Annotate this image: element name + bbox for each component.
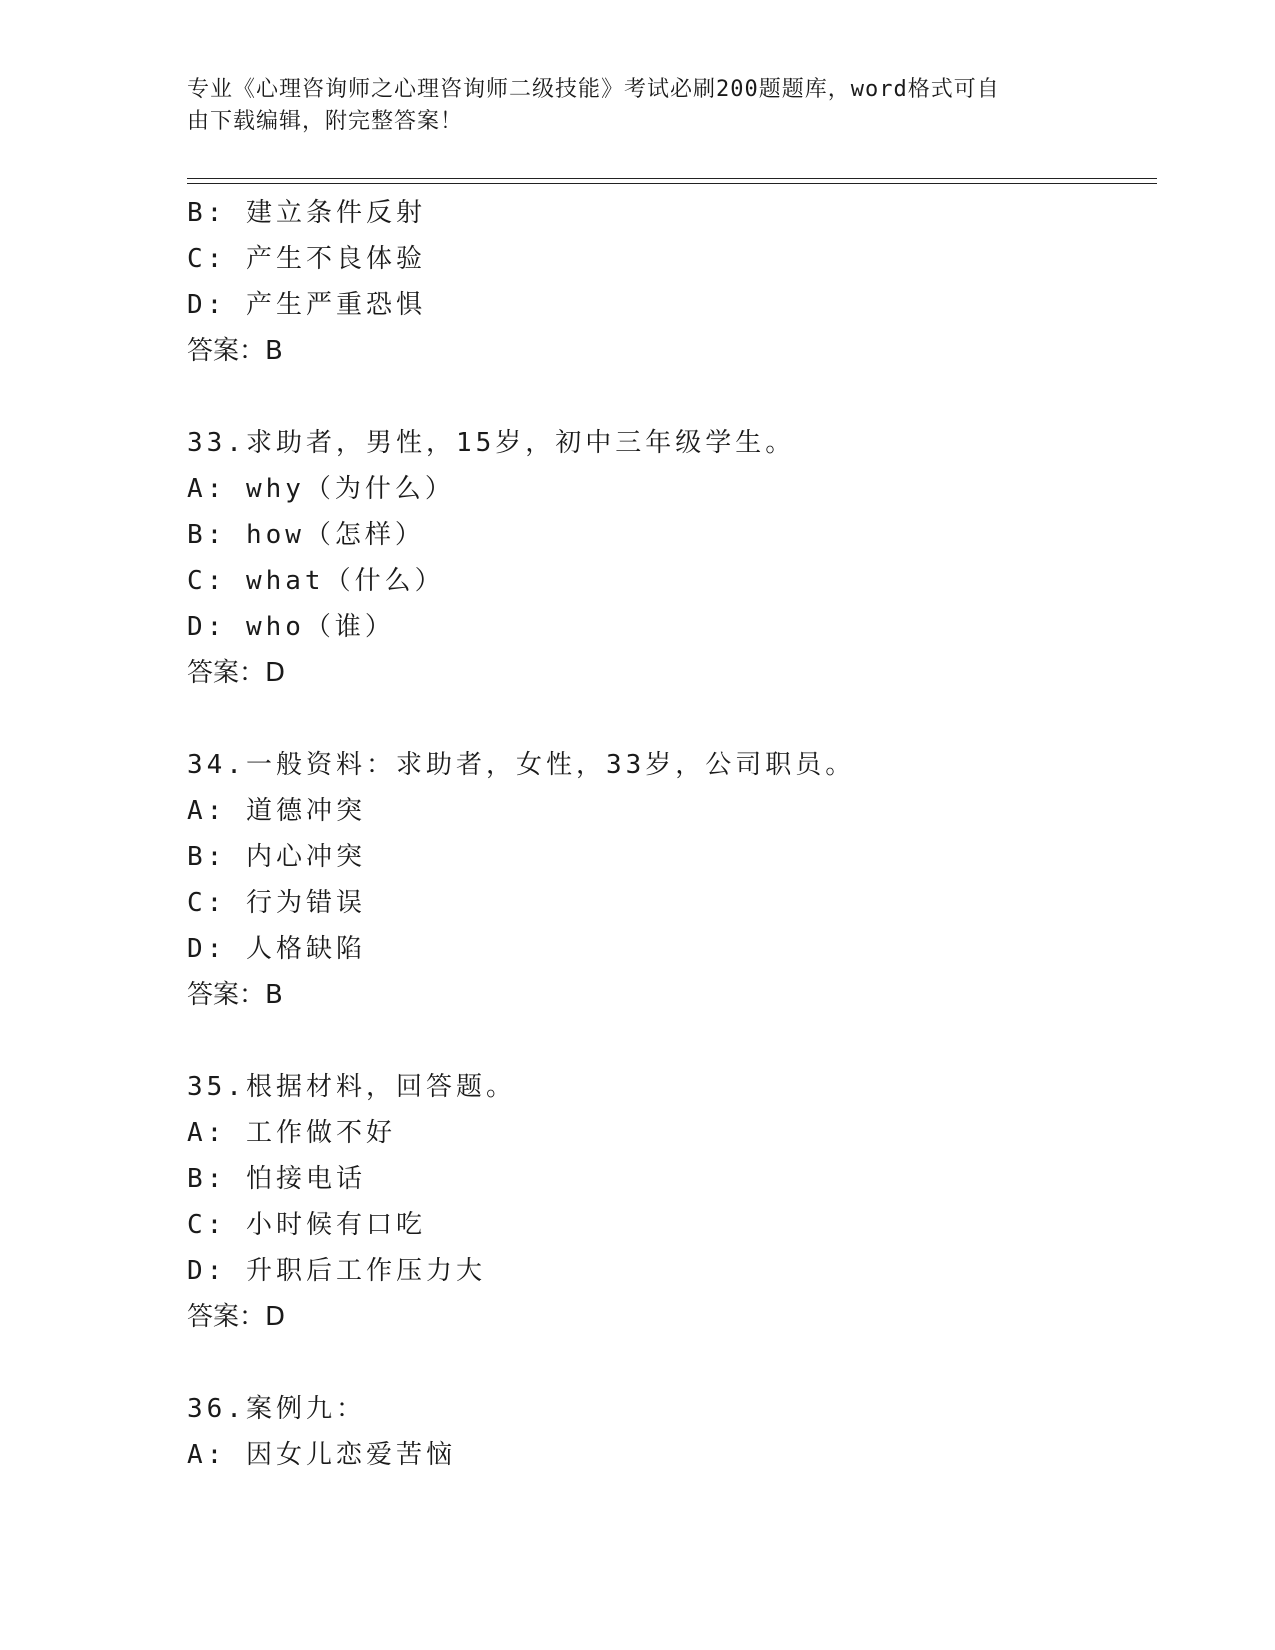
question-fragment <box>187 190 1157 374</box>
question-36 <box>187 1386 1157 1478</box>
question-35 <box>187 1064 1157 1340</box>
header-rule-top <box>187 178 1157 179</box>
option-a: A: why（为什么） <box>187 474 455 504</box>
spacer <box>187 374 1157 420</box>
answer: 答案：B <box>187 980 283 1010</box>
answer: 答案：D <box>187 658 286 688</box>
question-stem: 35.根据材料，回答题。 <box>187 1072 516 1102</box>
answer: 答案：D <box>187 1302 286 1332</box>
spacer <box>187 1340 1157 1386</box>
option-c: C: what（什么） <box>187 566 445 596</box>
option-c: C: 小时候有口吃 <box>187 1210 426 1240</box>
question-stem: 33.求助者，男性，15岁，初中三年级学生。 <box>187 428 796 458</box>
question-stem: 36.案例九： <box>187 1394 366 1424</box>
option-b: B: how（怎样） <box>187 520 425 550</box>
header-title-line-1: 专业《心理咨询师之心理咨询师二级技能》考试必刷200题题库，word格式可自 <box>187 77 1000 102</box>
option-a: A: 道德冲突 <box>187 796 366 826</box>
option-a: A: 工作做不好 <box>187 1118 396 1148</box>
option-d: D: 产生严重恐惧 <box>187 290 426 320</box>
question-list <box>187 190 1157 1478</box>
option-b: B: 内心冲突 <box>187 842 366 872</box>
header-title-line-2: 由下载编辑，附完整答案！ <box>187 109 464 134</box>
option-d: D: 人格缺陷 <box>187 934 366 964</box>
option-c: C: 产生不良体验 <box>187 244 426 274</box>
header-rule-bottom <box>187 183 1157 184</box>
option-b: B: 建立条件反射 <box>187 198 426 228</box>
question-stem: 34.一般资料：求助者，女性，33岁，公司职员。 <box>187 750 856 780</box>
option-b: B: 怕接电话 <box>187 1164 366 1194</box>
document-header <box>187 74 1087 138</box>
option-a: A: 因女儿恋爱苦恼 <box>187 1440 456 1470</box>
option-c: C: 行为错误 <box>187 888 366 918</box>
option-d: D: who（谁） <box>187 612 395 642</box>
spacer <box>187 696 1157 742</box>
question-33 <box>187 420 1157 696</box>
answer: 答案：B <box>187 336 283 366</box>
option-d: D: 升职后工作压力大 <box>187 1256 486 1286</box>
question-34 <box>187 742 1157 1018</box>
spacer <box>187 1018 1157 1064</box>
